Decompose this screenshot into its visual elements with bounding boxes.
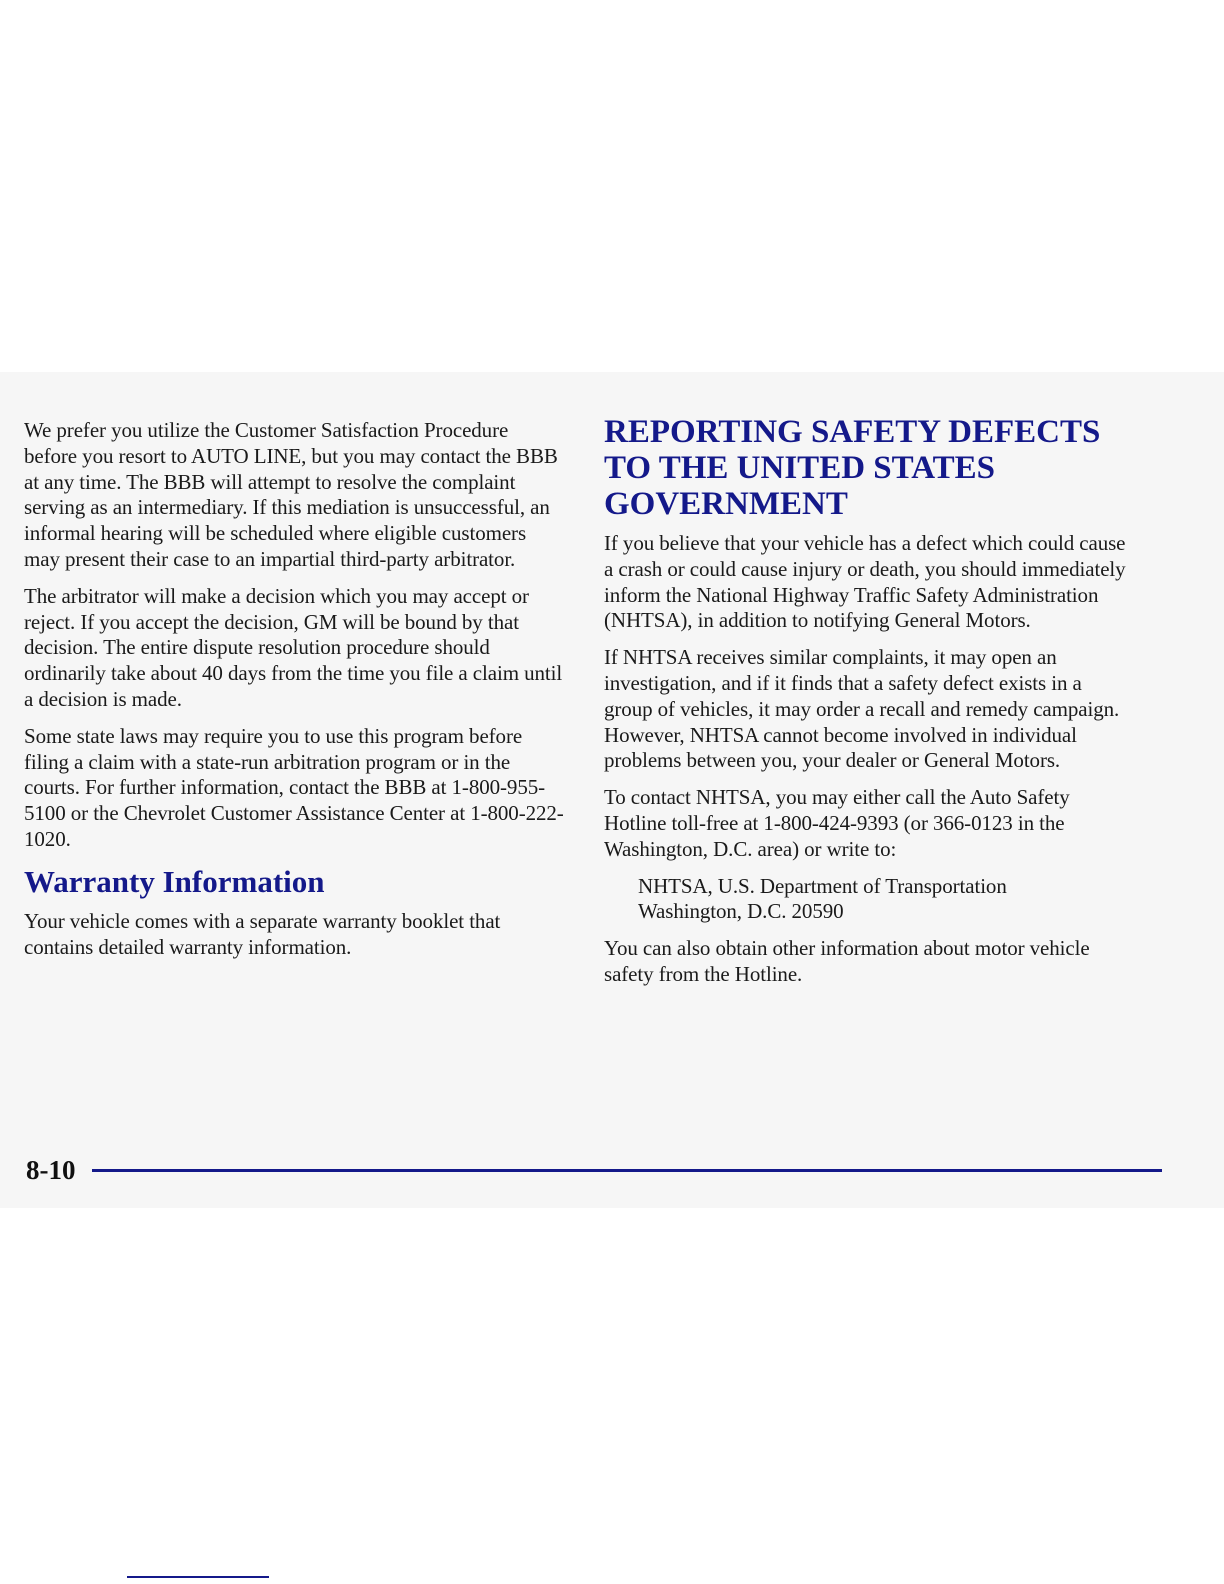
defect-belief-paragraph: If you believe that your vehicle has a defect which could cause a crash or could cause injury or death, you should immediately inform the National Highway Traffic Safety Administration (NHTSA), in addition to notifying General Motors.: [604, 531, 1126, 633]
footer-rule: [92, 1169, 1162, 1172]
hotline-info-paragraph: You can also obtain other information about motor vehicle safety from the Hotline.: [604, 936, 1090, 986]
page-footer: [26, 1153, 1136, 1187]
nhtsa-complaints-paragraph: If NHTSA receives similar complaints, it may open an investigation, and if it finds that a safety defect exists in a group of vehicles, it may order a recall and remedy campaign. However, NHTSA cannot become involved in individual problems between you, your dealer or General Motors.: [604, 645, 1120, 773]
left-column: [24, 418, 564, 971]
safety-defects-heading: REPORTING SAFETY DEFECTS TO THE UNITED STATES GOVERNMENT: [604, 414, 1101, 522]
page-number: 8-10: [26, 1155, 76, 1185]
state-laws-paragraph: Some state laws may require you to use this program before filing a claim with a state-run arbitration program or in the courts. For further information, contact the BBB at 1-800-955-5100 or the Chevrolet Customer Assistance Center at 1-800-222-1020.: [24, 723, 564, 851]
warranty-heading: Warranty Information: [24, 863, 325, 899]
address-line-2: Washington, D.C. 20590: [638, 899, 844, 924]
warranty-paragraph: Your vehicle comes with a separate warranty booklet that contains detailed warranty information.: [24, 908, 501, 959]
contact-nhtsa-paragraph: To contact NHTSA, you may either call the Auto Safety Hotline toll-free at 1-800-424-9393 (or 366-0123 in the Washington, D.C. area) or write to:: [604, 785, 1070, 861]
satisfaction-procedure-paragraph: We prefer you utilize the Customer Satisfaction Procedure before you resort to AUTO LINE, but you may contact the BBB at any time. The BBB will attempt to resolve the complaint serving as an intermediary. If this mediation is unsuccessful, an informal hearing will be scheduled where eligible customers may present their case to an impartial third-party arbitrator.: [24, 418, 558, 571]
arbitrator-decision-paragraph: The arbitrator will make a decision which you may accept or reject. If you accept the decision, GM will be bound by that decision. The entire dispute resolution procedure should ordinarily take about 40 days from the time you file a claim until a decision is made.: [24, 583, 563, 711]
address-line-1: NHTSA, U.S. Department of Transportation: [638, 873, 1007, 898]
nhtsa-address: [638, 874, 1134, 926]
bottom-rule-mark: [127, 1576, 269, 1578]
right-column: [604, 414, 1134, 999]
